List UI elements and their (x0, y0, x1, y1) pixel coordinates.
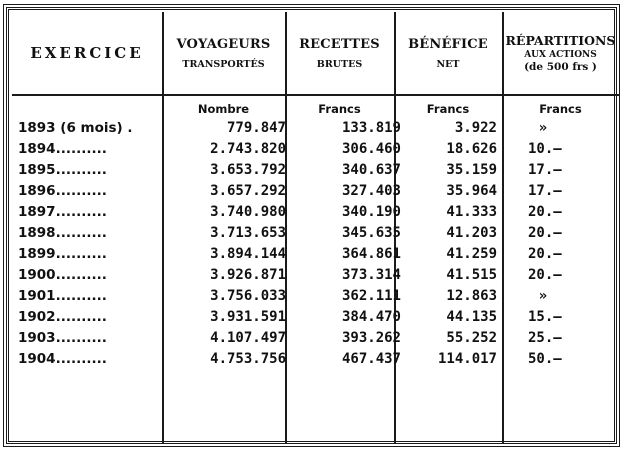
cell-year: 1899.......... (18, 246, 107, 262)
cell-year: 1898.......... (18, 225, 107, 241)
table-row (12, 225, 619, 246)
cell-voyageurs: 2.743.820 (210, 141, 286, 157)
cell-voyageurs: 779.847 (226, 120, 286, 136)
table-row (12, 246, 619, 267)
cell-voyageurs: 3.756.033 (210, 288, 286, 304)
header-recettes-title: RECETTES (299, 36, 380, 52)
cell-voyageurs: 3.926.871 (210, 267, 286, 283)
cell-voyageurs: 3.894.144 (210, 246, 286, 262)
cell-recettes: 306.460 (341, 141, 401, 157)
cell-recettes: 393.262 (341, 330, 401, 346)
header-repartitions-subtitle: AUX ACTIONS (524, 50, 597, 60)
unit-recettes: Francs (318, 102, 361, 116)
cell-benefice: 12.863 (446, 288, 497, 304)
cell-repartition: 10.— (528, 141, 562, 157)
cell-repartition: 15.— (528, 309, 562, 325)
cell-year: 1897.......... (18, 204, 107, 220)
header-repartitions-title: RÉPARTITIONS (505, 33, 616, 48)
cell-repartition: 50.— (528, 351, 562, 367)
header-benefice (394, 12, 502, 94)
table-row (12, 351, 619, 372)
cell-voyageurs: 3.657.292 (210, 183, 286, 199)
header-voyageurs (162, 12, 285, 94)
cell-recettes: 364.861 (341, 246, 401, 262)
cell-recettes: 340.190 (341, 204, 401, 220)
header-benefice-subtitle: NET (436, 58, 460, 70)
cell-benefice: 35.964 (446, 183, 497, 199)
cell-voyageurs: 4.753.756 (210, 351, 286, 367)
table-row (12, 309, 619, 330)
cell-year: 1893 (6 mois) . (18, 120, 133, 136)
table-row (12, 204, 619, 225)
table-body (12, 120, 619, 372)
cell-benefice: 44.135 (446, 309, 497, 325)
cell-recettes: 345.635 (341, 225, 401, 241)
cell-repartition: 20.— (528, 267, 562, 283)
table-row (12, 120, 619, 141)
cell-year: 1903.......... (18, 330, 107, 346)
cell-year: 1904.......... (18, 351, 107, 367)
unit-benefice: Francs (426, 102, 470, 116)
cell-repartition: 17.— (528, 183, 562, 199)
cell-voyageurs: 3.931.591 (210, 309, 286, 325)
cell-voyageurs: 3.713.653 (210, 225, 286, 241)
cell-benefice: 114.017 (437, 351, 497, 367)
cell-year: 1900.......... (18, 267, 107, 283)
cell-year: 1902.......... (18, 309, 107, 325)
cell-recettes: 384.470 (341, 309, 401, 325)
cell-year: 1896.......... (18, 183, 107, 199)
cell-recettes: 467.437 (341, 351, 401, 367)
cell-benefice: 55.252 (446, 330, 497, 346)
table-row (12, 141, 619, 162)
cell-benefice: 41.203 (446, 225, 497, 241)
cell-benefice: 3.922 (454, 120, 497, 136)
cell-recettes: 327.403 (341, 183, 401, 199)
cell-voyageurs: 4.107.497 (210, 330, 286, 346)
table-row (12, 183, 619, 204)
header-divider (12, 94, 619, 96)
cell-repartition: 20.— (528, 204, 562, 220)
cell-benefice: 18.626 (446, 141, 497, 157)
cell-benefice: 41.259 (446, 246, 497, 262)
cell-repartition: » (538, 288, 548, 304)
header-voyageurs-subtitle: TRANSPORTÉS (182, 58, 265, 70)
cell-year: 1895.......... (18, 162, 107, 178)
table-row (12, 288, 619, 309)
header-recettes (285, 12, 394, 94)
cell-benefice: 41.333 (446, 204, 497, 220)
header-voyageurs-title: VOYAGEURS (176, 36, 271, 52)
header-exercice-label: EXERCICE (30, 44, 144, 62)
unit-repartitions: Francs (539, 102, 582, 116)
cell-repartition: 20.— (528, 246, 562, 262)
header-recettes-subtitle: BRUTES (316, 58, 363, 70)
cell-recettes: 362.111 (341, 288, 401, 304)
header-exercice (12, 12, 162, 94)
cell-repartition: » (538, 120, 548, 136)
table-row (12, 162, 619, 183)
cell-voyageurs: 3.653.792 (210, 162, 286, 178)
statistics-table (12, 12, 619, 443)
header-repartitions-note: (de 500 frs ) (524, 61, 597, 73)
cell-repartition: 20.— (528, 225, 562, 241)
cell-recettes: 133.819 (341, 120, 401, 136)
cell-repartition: 17.— (528, 162, 562, 178)
cell-voyageurs: 3.740.980 (210, 204, 286, 220)
cell-year: 1901.......... (18, 288, 107, 304)
header-benefice-title: BÉNÉFICE (408, 36, 488, 52)
table-row (12, 330, 619, 351)
cell-year: 1894.......... (18, 141, 107, 157)
header-repartitions (502, 12, 619, 94)
table-row (12, 267, 619, 288)
cell-recettes: 340.637 (341, 162, 401, 178)
cell-recettes: 373.314 (341, 267, 401, 283)
cell-benefice: 41.515 (446, 267, 497, 283)
cell-repartition: 25.— (528, 330, 562, 346)
cell-benefice: 35.159 (446, 162, 497, 178)
unit-voyageurs: Nombre (197, 102, 250, 116)
